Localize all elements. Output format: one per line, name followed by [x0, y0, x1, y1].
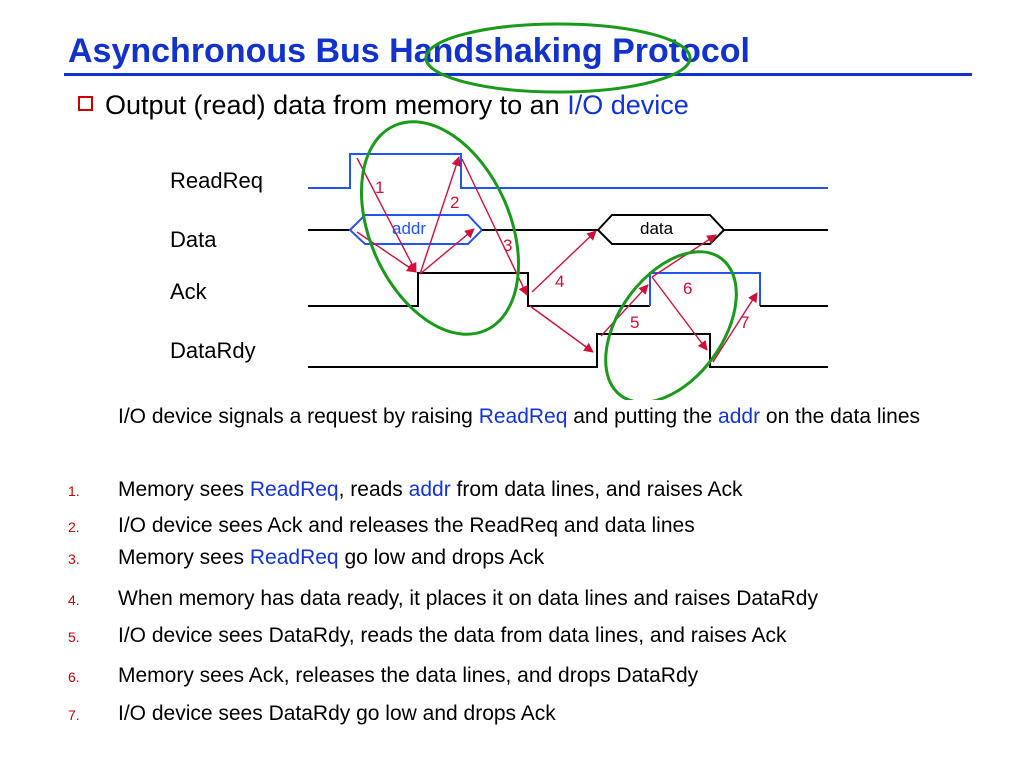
waveform-datardy	[308, 334, 828, 367]
step-highlight: addr	[408, 478, 451, 501]
step-segment: , reads	[338, 478, 409, 501]
step-item	[68, 546, 544, 570]
step-number: 5.	[68, 629, 80, 645]
step-highlight: ReadReq	[249, 478, 339, 501]
bus-label-addr: addr	[392, 219, 427, 238]
intro-part1: I/O device signals a request by raising	[118, 405, 479, 428]
page-title: Asynchronous Bus Handshaking Protocol	[68, 32, 750, 70]
step-text	[118, 546, 544, 570]
step-text	[118, 514, 695, 538]
arrow-label-4: 4	[555, 272, 565, 291]
step-number: 6.	[68, 669, 80, 685]
signal-label-datardy: DataRdy	[170, 338, 256, 363]
step-segment: go low and drops Ack	[338, 546, 545, 569]
step-text	[118, 664, 698, 688]
signal-label-readreq: ReadReq	[170, 168, 263, 193]
subtitle-highlight: I/O device	[567, 90, 689, 120]
step-text	[118, 587, 818, 611]
intro-readreq: ReadReq	[478, 405, 568, 428]
step-segment: I/O device sees DataRdy, reads the data from data lines, and raises Ack	[118, 624, 787, 647]
step-number: 7.	[68, 707, 80, 723]
step-number: 2.	[68, 519, 80, 535]
arrow-6b	[652, 235, 716, 277]
step-number: 4.	[68, 592, 80, 608]
waveform-ack-second	[650, 273, 760, 306]
highlight-ellipse-title	[426, 24, 690, 92]
arrow-5	[601, 285, 648, 336]
arrow-label-7: 7	[740, 313, 750, 332]
step-item	[68, 478, 743, 502]
step-text	[118, 624, 786, 648]
arrow-label-6: 6	[683, 279, 693, 298]
step-segment: I/O device sees Ack and releases the ReadReq and data lines	[118, 514, 695, 537]
step-segment: from data lines, and raises Ack	[450, 478, 743, 501]
intro-part3: on the data lines	[760, 405, 921, 428]
signal-label-ack: Ack	[170, 279, 207, 304]
step-number: 3.	[68, 551, 80, 567]
step-item	[68, 624, 786, 648]
step-segment: When memory has data ready, it places it on data lines and raises DataRdy	[118, 587, 818, 610]
arrow-4b	[530, 306, 593, 352]
subtitle-text: Output (read) data from memory to an	[105, 90, 568, 120]
step-item	[68, 514, 695, 538]
waveform-readreq	[308, 154, 828, 188]
arrow-6	[652, 277, 707, 350]
arrow-label-3: 3	[503, 236, 513, 255]
arrow-label-5: 5	[630, 313, 640, 332]
intro-text	[118, 405, 968, 428]
arrow-1b	[357, 232, 416, 272]
step-text	[118, 702, 556, 726]
bus-label-data: data	[640, 219, 674, 238]
step-item	[68, 587, 818, 611]
step-segment: Memory sees	[118, 546, 250, 569]
step-text	[118, 478, 743, 502]
arrow-label-1: 1	[375, 178, 385, 197]
step-highlight: ReadReq	[249, 546, 339, 569]
step-item	[68, 664, 698, 688]
arrow-label-2: 2	[450, 193, 460, 212]
step-item	[68, 702, 556, 726]
highlight-ellipse-handshake-2	[579, 228, 763, 400]
highlight-ellipse-handshake-1	[330, 97, 549, 359]
step-segment: Memory sees	[118, 478, 250, 501]
intro-part2: and putting the	[567, 405, 719, 428]
step-segment: I/O device sees DataRdy go low and drops Ack	[118, 702, 556, 725]
waveform-ack-low-start	[308, 273, 650, 306]
step-number: 1.	[68, 483, 80, 499]
signal-label-data: Data	[170, 227, 217, 252]
intro-addr: addr	[718, 405, 761, 428]
step-segment: Memory sees Ack, releases the data lines, and drops DataRdy	[118, 664, 699, 687]
